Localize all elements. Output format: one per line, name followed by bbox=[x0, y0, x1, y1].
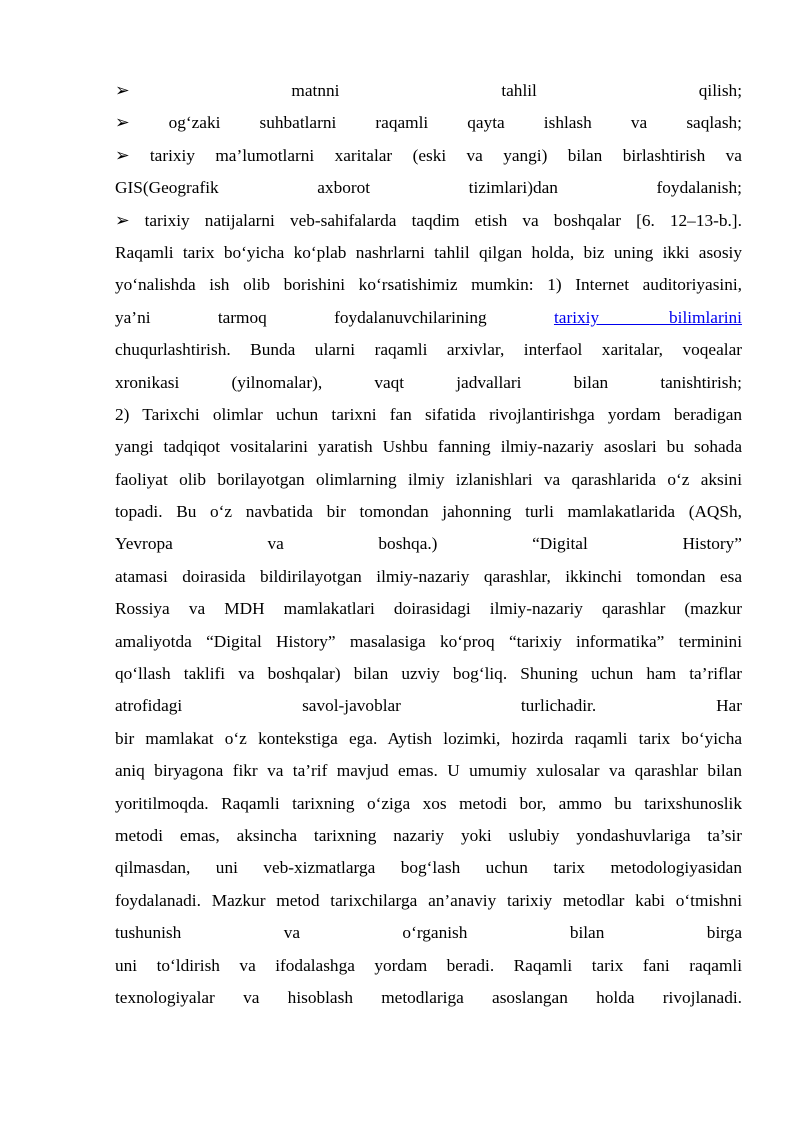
bullet-arrow-icon: ➢ bbox=[115, 210, 130, 230]
text-line bbox=[115, 953, 742, 985]
text-line bbox=[115, 823, 742, 855]
word: savol-javoblar bbox=[302, 696, 401, 716]
word: boshqa.) bbox=[378, 534, 438, 554]
word: “Digital bbox=[532, 534, 588, 554]
line-text: 2) Tarixchi olimlar uchun tarixni fan sifatida rivojlantirishga yordam beradigan bbox=[115, 404, 742, 424]
text-line bbox=[115, 499, 742, 531]
word: 12–13-b.]. bbox=[669, 210, 742, 230]
word: va bbox=[630, 113, 648, 133]
word: tarmoq bbox=[217, 307, 267, 327]
line-text: texnologiyalar va hisoblash metodlariga asoslangan holda rivojlanadi. bbox=[115, 987, 742, 1007]
word: tanishtirish; bbox=[660, 372, 742, 392]
text-line bbox=[115, 531, 742, 563]
line-text: topadi. Bu o‘z navbatida bir tomondan jahonning turli mamlakatlarida (AQSh, bbox=[115, 502, 742, 522]
word: foydalanuvchilarining bbox=[334, 307, 487, 327]
text-line bbox=[115, 661, 742, 693]
text-line bbox=[115, 240, 742, 272]
word: o‘rganish bbox=[402, 923, 468, 943]
word: xronikasi bbox=[115, 372, 180, 392]
word: va bbox=[725, 145, 742, 165]
line-text: yo‘nalishda ish olib borishini ko‘rsatishimiz mumkin: 1) Internet auditoriyasini, bbox=[115, 275, 742, 295]
line-text: qo‘llash taklifi va boshqalar) bilan uzviy bog‘liq. Shuning uchun ham ta’riflar bbox=[115, 664, 742, 684]
text-line bbox=[115, 110, 742, 142]
word: (yilnomalar), bbox=[231, 372, 323, 392]
line-text: foydalanadi. Mazkur metod tarixchilarga an’anaviy tarixiy metodlar kabi o‘tmishni bbox=[115, 890, 742, 910]
text-line bbox=[115, 370, 742, 402]
word: Yevropa bbox=[115, 534, 173, 554]
word: og‘zaki bbox=[168, 113, 221, 133]
word: qayta bbox=[467, 113, 505, 133]
text-line bbox=[115, 855, 742, 887]
word: jadvallari bbox=[456, 372, 522, 392]
line-text: bir mamlakat o‘z kontekstiga ega. Aytish lozimki, hozirda raqamli tarix bo‘yicha bbox=[115, 728, 742, 748]
text-line bbox=[115, 467, 742, 499]
bullet-arrow-icon: ➢ bbox=[115, 145, 130, 165]
word: turlichadir. bbox=[520, 696, 597, 716]
word: birlashtirish bbox=[622, 145, 706, 165]
text-line bbox=[115, 791, 742, 823]
text-line bbox=[115, 305, 742, 337]
bullet-arrow-icon: ➢ bbox=[115, 113, 130, 133]
line-text: qilmasdan, uni veb-xizmatlarga bog‘lash uchun tarix metodologiyasidan bbox=[115, 858, 742, 878]
word: etish bbox=[474, 210, 508, 230]
text-line bbox=[115, 143, 742, 175]
word: History” bbox=[682, 534, 742, 554]
text-line bbox=[115, 920, 742, 952]
word: qilish; bbox=[698, 81, 742, 100]
text-line bbox=[115, 337, 742, 369]
line-text: Rossiya va MDH mamlakatlari doirasidagi ilmiy-nazariy qarashlar (mazkur bbox=[115, 599, 742, 619]
line-text: yoritilmoqda. Raqamli tarixning o‘ziga xos metodi bor, ammo bu tarixshunoslik bbox=[115, 793, 742, 813]
word: va bbox=[283, 923, 300, 943]
word: atrofidagi bbox=[115, 696, 183, 716]
word: xaritalar bbox=[334, 145, 393, 165]
text-line bbox=[115, 564, 742, 596]
word: tarixiy bbox=[144, 210, 190, 230]
word: matnni bbox=[291, 81, 340, 100]
word: Har bbox=[716, 696, 742, 716]
word: va bbox=[466, 145, 483, 165]
line-text: uni to‘ldirish va ifodalashga yordam beradi. Raqamli tarix fani raqamli bbox=[115, 955, 742, 975]
word: boshqalar bbox=[553, 210, 621, 230]
line-text: atamasi doirasida bildirilayotgan ilmiy-nazariy qarashlar, ikkinchi tomondan esa bbox=[115, 566, 742, 586]
text-line bbox=[115, 434, 742, 466]
text-line bbox=[115, 693, 742, 725]
word: foydalanish; bbox=[656, 178, 742, 198]
word: natijalarni bbox=[204, 210, 275, 230]
word: tushunish bbox=[115, 923, 182, 943]
document-page bbox=[115, 78, 742, 1017]
word: GIS(Geografik bbox=[115, 178, 219, 198]
line-text: chuqurlashtirish. Bunda ularni raqamli arxivlar, interfaol xaritalar, voqealar bbox=[115, 340, 742, 360]
word: raqamli bbox=[375, 113, 429, 133]
text-line bbox=[115, 175, 742, 207]
word: bilan bbox=[573, 372, 609, 392]
word: va bbox=[522, 210, 539, 230]
word: vaqt bbox=[374, 372, 405, 392]
line-text: faoliyat olib borilayotgan olimlarning ilmiy izlanishlari va qarashlarida o‘z aksini bbox=[115, 469, 742, 489]
text-line bbox=[115, 629, 742, 661]
word: ishlash bbox=[543, 113, 592, 133]
word: axborot bbox=[317, 178, 371, 198]
text-line bbox=[115, 985, 742, 1017]
word: bilan bbox=[569, 923, 605, 943]
word: tarixiy bbox=[149, 145, 195, 165]
line-text: yangi tadqiqot vositalarini yaratish Ushbu fanning ilmiy-nazariy asoslari bu sohada bbox=[115, 437, 742, 457]
word: veb-sahifalarda bbox=[289, 210, 397, 230]
line-text: metodi emas, aksincha tarixning nazariy yoki uslubiy yondashuvlariga ta’sir bbox=[115, 825, 742, 845]
word: taqdim bbox=[411, 210, 460, 230]
line-text: amaliyotda “Digital History” masalasiga ko‘proq “tarixiy informatika” terminini bbox=[115, 631, 742, 651]
word: saqlash; bbox=[686, 113, 742, 133]
text-line bbox=[115, 78, 742, 110]
text-line bbox=[115, 596, 742, 628]
word: [6. bbox=[636, 210, 655, 230]
line-text: Raqamli tarix bo‘yicha ko‘plab nashrlarni tahlil qilgan holda, biz uning ikki asosiy bbox=[115, 242, 742, 262]
hyperlink[interactable]: tarixiy bilimlarini bbox=[553, 307, 742, 327]
text-line bbox=[115, 402, 742, 434]
word: bilan bbox=[567, 145, 603, 165]
word: birga bbox=[706, 923, 742, 943]
text-line bbox=[115, 758, 742, 790]
text-line bbox=[115, 272, 742, 304]
text-line bbox=[115, 888, 742, 920]
word: yangi) bbox=[503, 145, 548, 165]
word: va bbox=[267, 534, 284, 554]
text-line bbox=[115, 726, 742, 758]
bullet-arrow-icon: ➢ bbox=[115, 81, 130, 100]
text-line bbox=[115, 208, 742, 240]
word: suhbatlarni bbox=[259, 113, 337, 133]
word: (eski bbox=[412, 145, 447, 165]
word: ma’lumotlarni bbox=[215, 145, 315, 165]
word: ya’ni bbox=[115, 307, 151, 327]
word: tahlil bbox=[501, 81, 537, 100]
line-text: aniq biryagona fikr va ta’rif mavjud emas. U umumiy xulosalar va qarashlar bilan bbox=[115, 761, 742, 781]
word: tizimlari)dan bbox=[468, 178, 558, 198]
